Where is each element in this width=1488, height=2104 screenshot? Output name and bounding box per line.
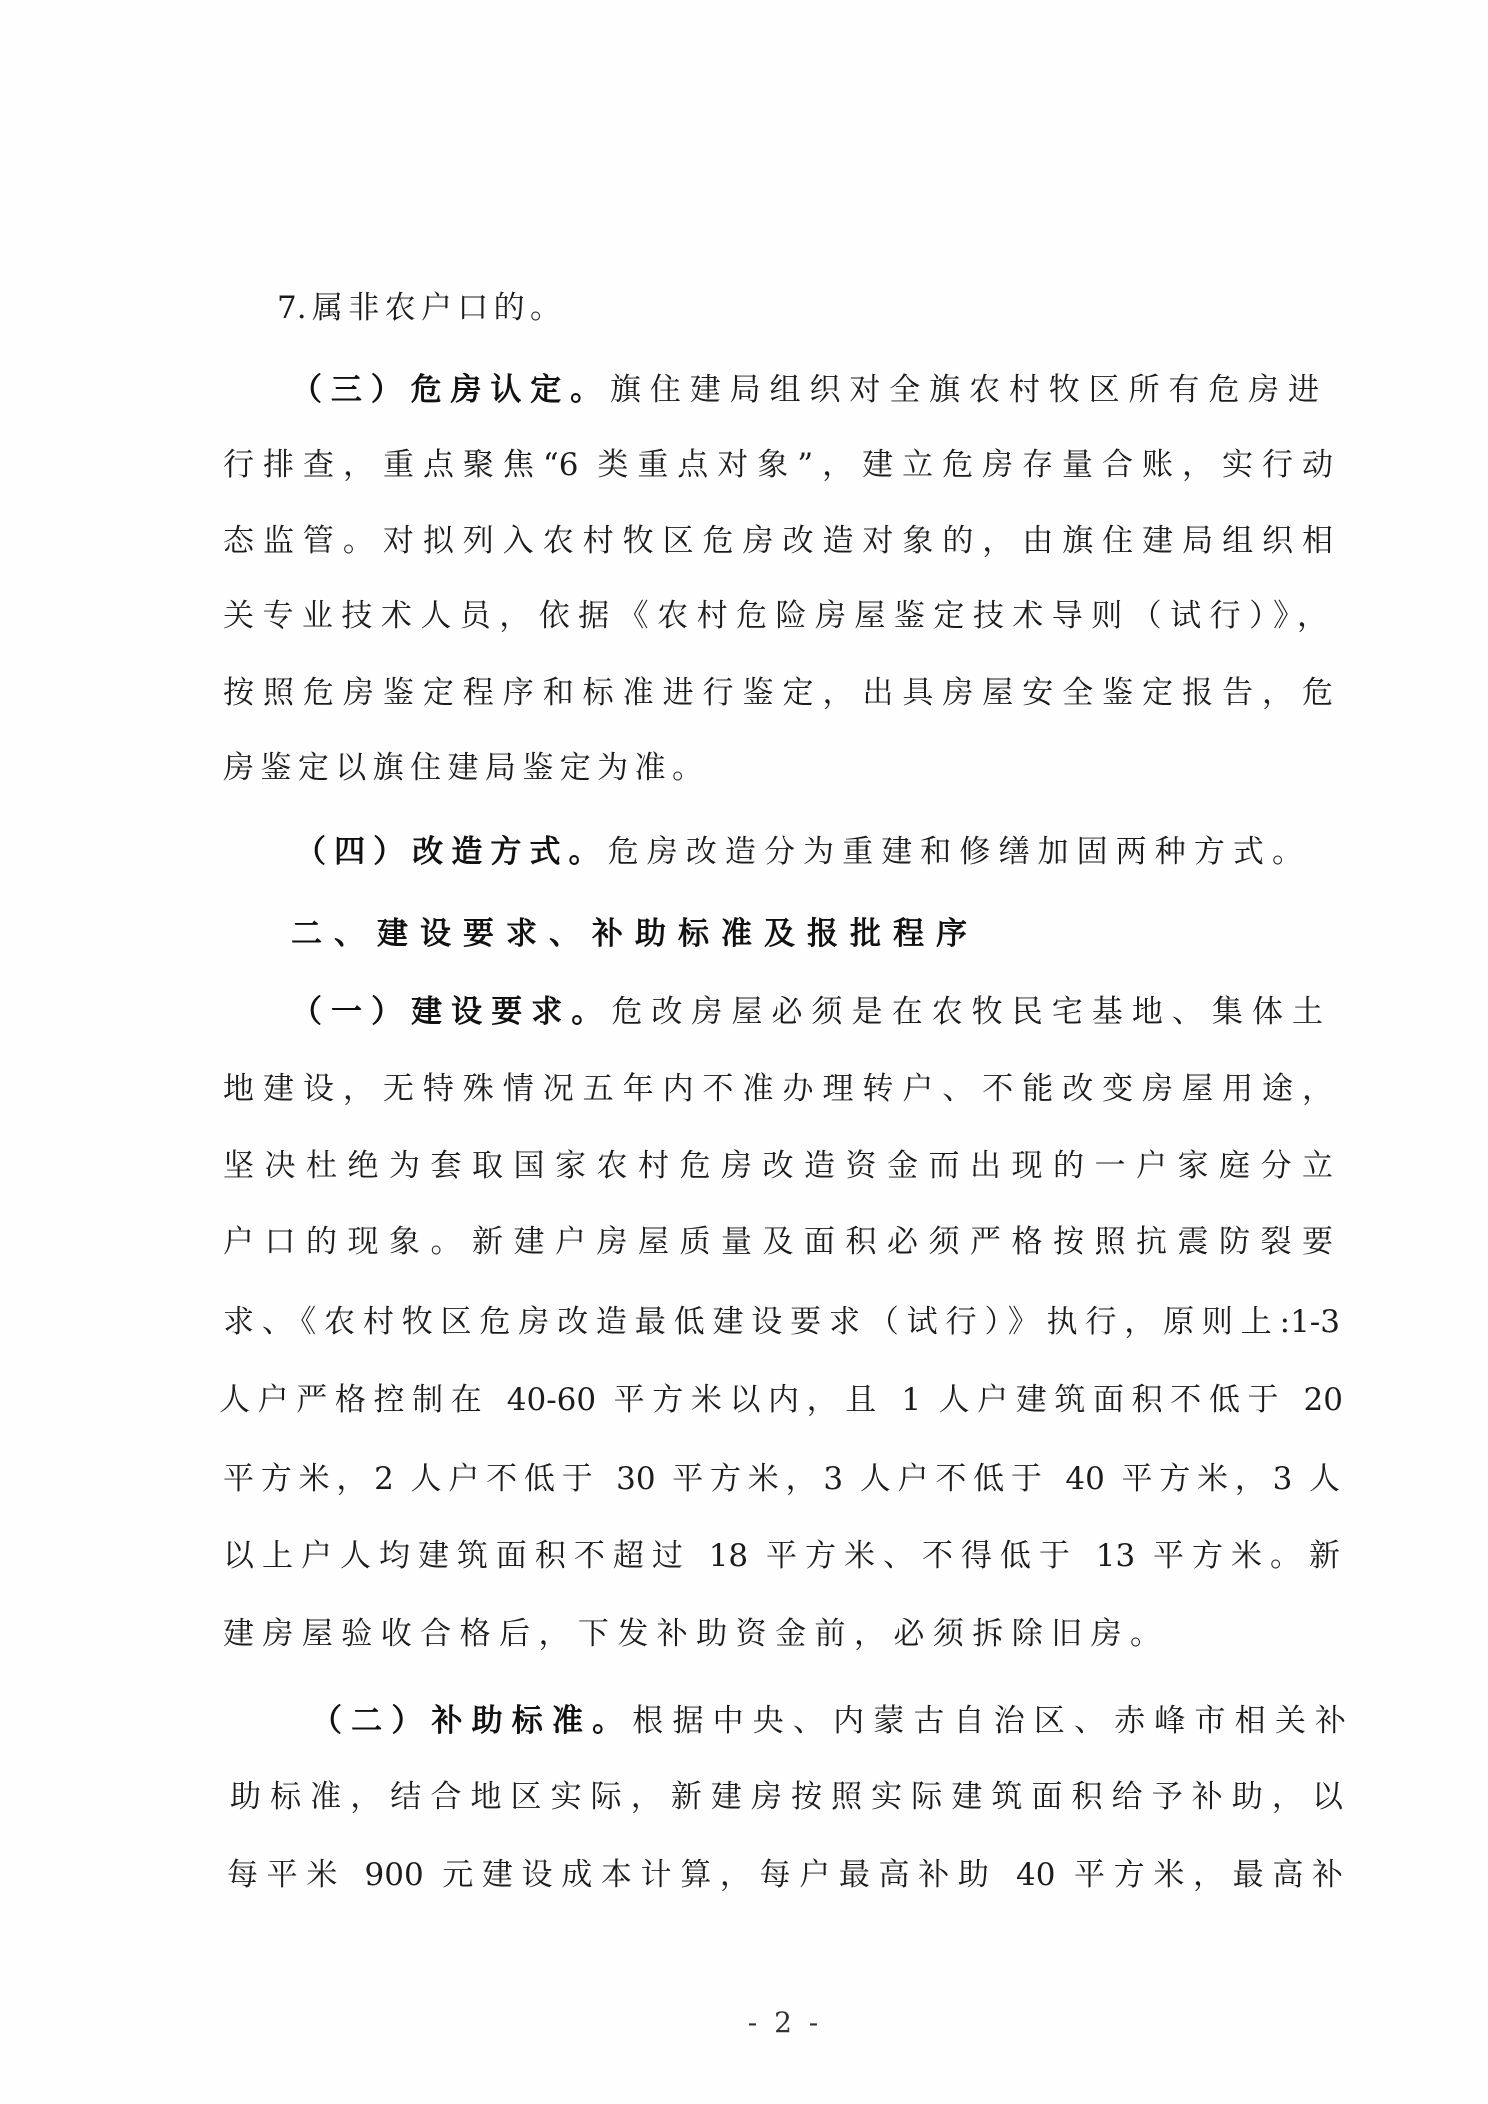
line-text: 求、《农村牧区危房改造最低建设要求（试行）》执行，原则上:1-3 — [223, 1304, 1340, 1340]
section-heading: （三）危房认定。 — [291, 372, 611, 408]
chapter-heading-text: 二、建设要求、补助标准及报批程序 — [291, 916, 967, 952]
line-text: 危房改造分为重建和修缮加固两种方式。 — [607, 834, 1303, 870]
text-line — [219, 1378, 1343, 1422]
chapter-heading — [291, 912, 967, 956]
line-text: 人户严格控制在 40-60 平方米以内，且 1 人户建筑面积不低于 20 — [219, 1382, 1343, 1418]
line-text: 户口的现象。新建户房屋质量及面积必须严格按照抗震防裂要 — [223, 1224, 1333, 1260]
line-text: 助标准，结合地区实际，新建房按照实际建筑面积给予补助，以 — [230, 1779, 1343, 1815]
line-text: 根据中央、内蒙古自治区、赤峰市相关补 — [632, 1703, 1346, 1739]
text-line — [223, 1457, 1340, 1501]
section-heading: （一）建设要求。 — [291, 994, 612, 1030]
line-text: 旗住建局组织对全旗农村牧区所有危房进 — [610, 372, 1320, 408]
line-text: 7.属非农户口的。 — [277, 290, 561, 326]
line-text: 房鉴定以旗住建局鉴定为准。 — [223, 750, 703, 786]
text-line — [223, 671, 1333, 715]
text-line — [223, 1220, 1333, 1264]
line-text: 行排查，重点聚焦“6 类重点对象”，建立危房存量合账，实行动 — [223, 447, 1333, 483]
line-text: 建房屋验收合格后，下发补助资金前，必须拆除旧房。 — [223, 1616, 1161, 1652]
line-text: 关专业技术人员，依据《农村危险房屋鉴定技术导则（试行）》， — [223, 598, 1328, 634]
section-heading: （二）补助标准。 — [311, 1703, 633, 1739]
text-line — [223, 1534, 1340, 1578]
text-line — [223, 519, 1333, 563]
text-line — [295, 830, 1303, 874]
page-number: - 2 - — [747, 2006, 823, 2039]
line-text: 坚决杜绝为套取国家农村危房改造资金而出现的一户家庭分立 — [223, 1148, 1333, 1184]
text-line — [230, 1775, 1343, 1819]
text-line — [223, 1300, 1340, 1344]
text-line — [223, 1612, 1161, 1656]
text-line — [277, 286, 561, 330]
text-line — [223, 443, 1333, 487]
section-heading: （四）改造方式。 — [295, 834, 608, 870]
line-text: 以上户人均建筑面积不超过 18 平方米、不得低于 13 平方米。新 — [223, 1538, 1340, 1574]
line-text: 平方米，2 人户不低于 30 平方米，3 人户不低于 40 平方米，3 人 — [223, 1461, 1340, 1497]
line-text: 地建设，无特殊情况五年内不准办理转户、不能改变房屋用途， — [223, 1071, 1333, 1107]
text-line — [311, 1699, 1346, 1743]
text-line — [291, 990, 1323, 1034]
text-line — [223, 1067, 1333, 1111]
line-text: 态监管。对拟列入农村牧区危房改造对象的，由旗住建局组织相 — [223, 523, 1333, 559]
text-line — [227, 1853, 1343, 1897]
text-line — [223, 1144, 1333, 1188]
text-line — [223, 594, 1328, 638]
line-text: 危改房屋必须是在农牧民宅基地、集体土 — [611, 994, 1324, 1030]
text-line — [291, 368, 1319, 412]
line-text: 每平米 900 元建设成本计算，每户最高补助 40 平方米，最高补 — [227, 1857, 1343, 1893]
text-line — [223, 746, 703, 790]
line-text: 按照危房鉴定程序和标准进行鉴定，出具房屋安全鉴定报告，危 — [223, 675, 1333, 711]
